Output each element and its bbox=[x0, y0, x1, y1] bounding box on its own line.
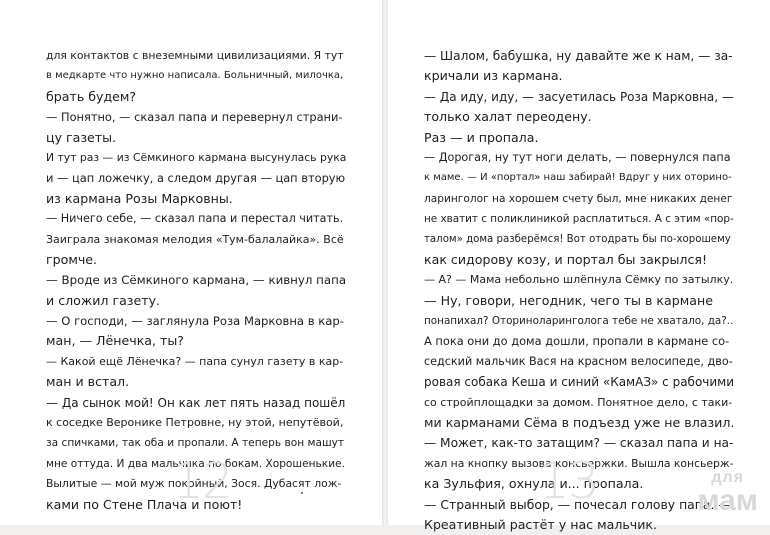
text-line: — Шалом, бабушка, ну давайте же к нам, — за- bbox=[424, 49, 733, 63]
text-line: цу газеты. bbox=[46, 129, 117, 145]
print-dot bbox=[301, 492, 303, 494]
text-line: и — цап ложечку, а следом другая — цап вторую bbox=[46, 171, 346, 186]
text-line: — А? — Мама небольно шлёпнула Сёмку по затылку. bbox=[424, 273, 734, 287]
watermark-line-2: мам bbox=[697, 484, 758, 517]
text-line: брать будем? bbox=[46, 88, 137, 104]
text-line: кричали из кармана. bbox=[424, 68, 563, 84]
text-line: — Ничего себе, — сказал папа и перестал читать. bbox=[46, 212, 344, 226]
text-line: — Может, как-то затащим? — сказал папа и на- bbox=[424, 436, 734, 451]
text-line: — Дорогая, ну тут ноги делать, — повернулся папа bbox=[424, 150, 731, 164]
text-line: седский мальчик Вася на красном велосипеде, дво- bbox=[424, 354, 733, 368]
text-line: ман и встал. bbox=[46, 374, 130, 390]
right-page-number: 13 bbox=[538, 452, 598, 510]
text-line: Вылитые — мой муж покойный, Зося. Дубасят лож- bbox=[46, 477, 342, 491]
right-page bbox=[388, 0, 770, 532]
left-page bbox=[0, 0, 382, 525]
text-line: ровая собака Кеша и синий «КамАЗ» с рабочими bbox=[424, 375, 735, 390]
text-line: за спичками, так оба и пропали. А теперь вон машут bbox=[46, 437, 345, 450]
text-line: и сложил газету. bbox=[46, 292, 161, 308]
left-page-number: 12 bbox=[172, 452, 232, 510]
text-line: Креативный растёт у нас мальчик. bbox=[424, 516, 658, 532]
text-line: Раз — и пропала. bbox=[424, 129, 539, 145]
text-line: — Ну, говори, негодник, чего ты в кармане bbox=[424, 292, 713, 308]
text-line: ми карманами Сёма в подъезд уже не влазил. bbox=[424, 415, 735, 431]
text-line: как сидорову козу, и портал бы закрылся! bbox=[424, 251, 707, 267]
text-line: для контактов с внеземными цивилизациями. Я тут bbox=[46, 49, 344, 62]
text-line: мне оттуда. И два мальчика по бокам. Хорошенькие. bbox=[46, 457, 345, 470]
text-line: из кармана Розы Марковны. bbox=[46, 190, 233, 206]
text-line: — Какой ещё Лёнечка? — папа сунул газету в кар- bbox=[46, 354, 344, 368]
text-line: — Понятно, — сказал папа и перевернул страни- bbox=[46, 110, 343, 125]
text-line: И тут раз — из Сёмкиного кармана высунулась рука bbox=[46, 150, 347, 164]
text-line: к маме. — И «портал» наш забирай! Вдруг у них оторино- bbox=[424, 172, 732, 184]
watermark-logo bbox=[697, 470, 758, 516]
text-line: понапихал? Оториноларинголога тебе не хватало, да?.. bbox=[424, 315, 734, 328]
text-line: не хватит с поликлиникой расплатиться. А с этим «пор- bbox=[424, 213, 734, 226]
text-line: талом» дома разберёмся! Вот отодрать бы по-хорошему bbox=[424, 233, 731, 245]
text-line: А пока они до дома дошли, пропали в кармане со- bbox=[424, 334, 730, 349]
text-line: ками по Стене Плача и поют! bbox=[46, 496, 243, 512]
text-line: к соседке Веронике Петровне, ну этой, непутёвой, bbox=[46, 416, 344, 430]
text-line: Заиграла знакомая мелодия «Тум-балалайка». Всё bbox=[46, 232, 344, 246]
text-line: ка Зульфия, охнула и... пропала. bbox=[424, 476, 644, 492]
watermark-line-1: для bbox=[711, 469, 744, 486]
left-page-text bbox=[46, 46, 346, 515]
text-line: в медкарте что нужно написала. Больничный, милочка, bbox=[46, 70, 344, 82]
text-line: — Да сынок мой! Он как лет пять назад пошёл bbox=[46, 395, 346, 410]
text-line: ларинголог на хорошем счету был, мне никаких денег bbox=[424, 192, 733, 205]
text-line: ман, — Лёнечка, ты? bbox=[46, 333, 184, 349]
text-line: — Да иду, иду, — засуетилась Роза Марковна, — bbox=[424, 89, 734, 104]
text-line: — О господи, — заглянула Роза Марковна в кар- bbox=[46, 314, 344, 329]
text-line: — Странный выбор, — почесал голову папа. — bbox=[424, 496, 731, 512]
text-line: громче. bbox=[46, 251, 98, 267]
text-line: жал на кнопку вызова консьержки. Вышла консьерж- bbox=[424, 456, 734, 470]
text-line: со стройплощадки за домом. Понятное дело, с таки- bbox=[424, 395, 733, 409]
text-line: только халат переодену. bbox=[424, 109, 592, 125]
text-line: — Вроде из Сёмкиного кармана, — кивнул папа bbox=[46, 273, 347, 288]
